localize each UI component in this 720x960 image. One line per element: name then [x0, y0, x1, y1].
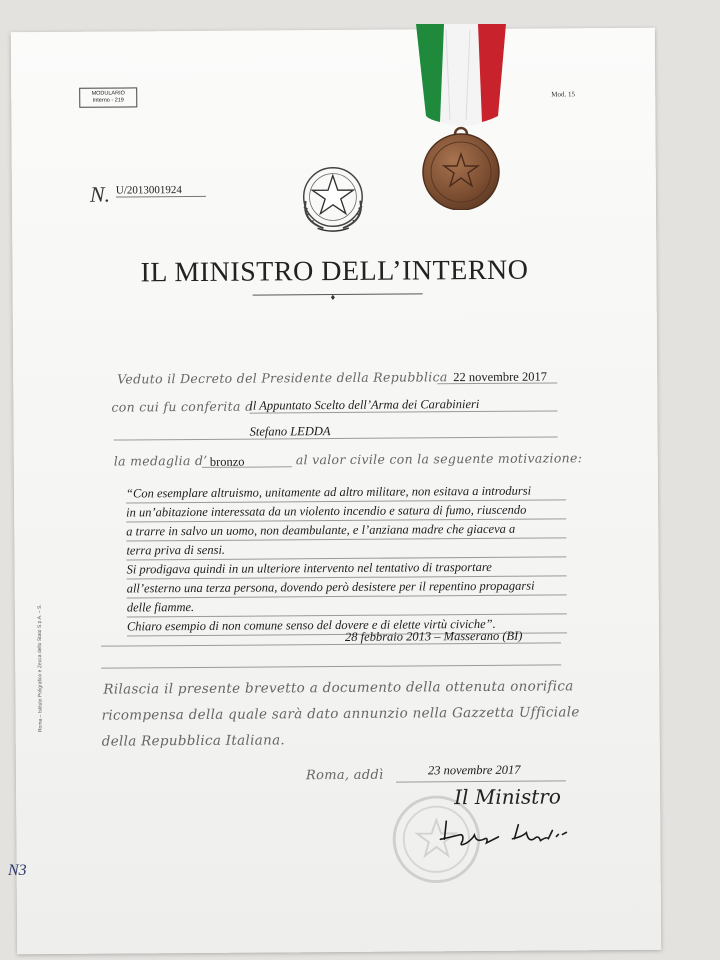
- protocol-number: U/2013001924: [116, 184, 206, 198]
- document-title: IL MINISTRO DELL’INTERNO: [140, 254, 529, 289]
- place-label: Roma, addì: [305, 767, 384, 784]
- closing-line1: Rilascia il presente brevetto a documento della ottenuta onorifica: [103, 678, 574, 698]
- issue-date-rule: [396, 780, 566, 782]
- modulario-line: MODULARIO: [91, 90, 125, 97]
- handwritten-number: N3: [8, 862, 27, 879]
- printer-margin-note: Roma – Istituto Poligrafico e Zecca dello Stato S.p.A. – S.: [36, 604, 44, 733]
- motivation-block: [126, 481, 567, 636]
- motivation-line: Chiaro esempio di non comune senso del dovere e di elette virtù civiche”.: [127, 614, 567, 636]
- motivation-line: Si prodigava quindi in un ulteriore intervento nel tentativo di trasportare: [126, 557, 566, 579]
- event-date-place: 28 febbraio 2013 – Masserano (BI): [344, 628, 523, 644]
- decree-line2-label: con cui fu conferita a: [111, 398, 253, 415]
- issue-date: 23 novembre 2017: [427, 762, 521, 778]
- medal-label: la medaglia d’: [113, 452, 208, 469]
- medal-value: bronzo: [209, 454, 245, 469]
- motivation-line: all’esterno una terza persona, dovendo però desistere per il repentino propagarsi: [127, 576, 567, 598]
- number-label: N.: [89, 181, 111, 207]
- motivation-line: “Con esemplare altruismo, unitamente ad altro militare, non esitava a introdursi: [126, 481, 566, 503]
- closing-line3: della Repubblica Italiana.: [101, 732, 286, 750]
- signatory-title: Il Ministro: [454, 784, 561, 810]
- recipient-name: Stefano LEDDA: [249, 424, 331, 439]
- modulario-box: [79, 87, 137, 107]
- recipient-rank: ll Appuntato Scelto dell’Arma dei Carabinieri: [249, 396, 480, 413]
- recipient-rule: [114, 436, 558, 440]
- title-rule: [253, 293, 423, 295]
- model-code: Mod. 15: [551, 90, 575, 99]
- republic-emblem-icon: [294, 158, 373, 237]
- motivation-line: terra priva di sensi.: [126, 538, 566, 560]
- separator-rule: [101, 664, 561, 668]
- motivation-line: in un’abitazione interessata da un violento incendio e satura di fumo, riuscendo: [126, 500, 566, 522]
- motivation-line: a trarre in salvo un uomo, non deambulante, e l’anziana madre che giaceva a: [126, 519, 566, 541]
- title-ornament-icon: ♦: [330, 292, 336, 303]
- medal-suffix: al valor civile con la seguente motivazione:: [295, 450, 583, 468]
- decree-date: 22 novembre 2017: [453, 369, 547, 385]
- certificate-paper: [11, 28, 661, 954]
- modulario-line: Interno - 219: [92, 97, 124, 104]
- handwritten-signature: [436, 808, 576, 859]
- motivation-line: delle fiamme.: [127, 595, 567, 617]
- bronze-medal-icon: [406, 20, 516, 210]
- closing-line2: ricompensa della quale sarà dato annunzio nella Gazzetta Ufficiale: [101, 704, 580, 724]
- decree-line1-label: Veduto il Decreto del Presidente della Repubblica: [117, 369, 448, 387]
